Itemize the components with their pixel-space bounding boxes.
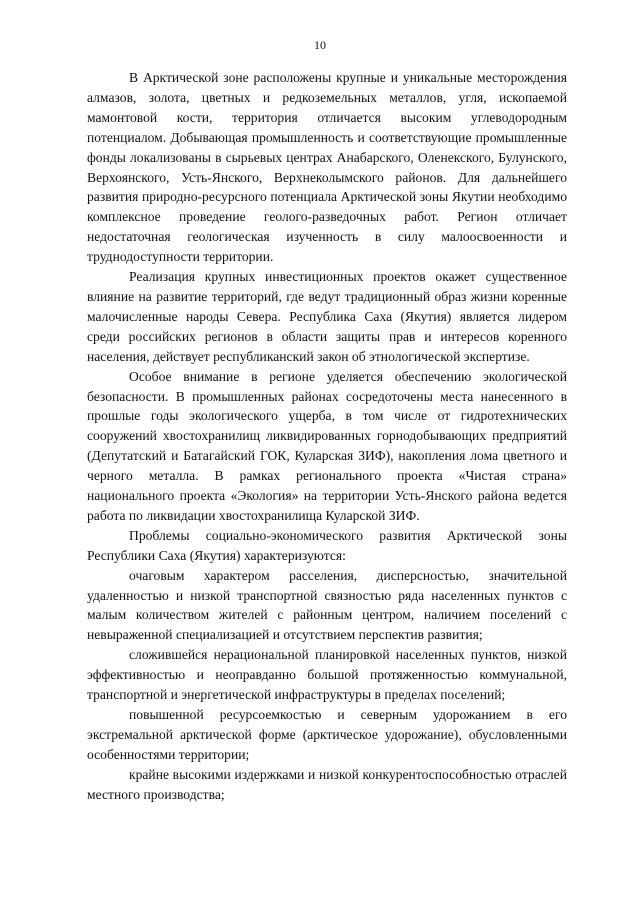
list-item-planning: сложившейся нерациональной планировкой населенных пунктов, низкой эффективностью и неоправданно большой протяженностью коммунальной, транспортной и энергетической инфраструктуры в пределах поселений; — [87, 647, 567, 703]
document-body — [87, 68, 567, 805]
paragraph-arctic-resources: В Арктической зоне расположены крупные и уникальные месторождения алмазов, золота, цветных и редкоземельных металлов, угля, ископаемой мамонтовой кости, территория отличается высоким углеводородным потенциалом. Добывающая промышленность и соответствующие промышленные фонды локализованы в сырьевых центрах Анабарского, Оленекского, Булунского, Верхоянского, Усть-Янского, Верхнеколымского районов. Для дальнейшего развития природно-ресурсного потенциала Арктической зоны Якутии необходимо комплексное проведение геолого-разведочных работ. Регион отличает недостаточная геологическая изученность в силу малоосвоенности и труднодоступности территории. — [87, 70, 567, 265]
page-number: 10 — [314, 38, 326, 52]
list-item-resource-intensity: повышенной ресурсоемкостью и северным удорожанием в его экстремальной арктической форме (арктическое удорожание), обусловленными особенностями территории; — [87, 707, 567, 762]
list-item-production-costs: крайне высокими издержками и низкой конкурентоспособностью отраслей местного производства; — [87, 766, 567, 802]
list-item-settlement: очаговым характером расселения, дисперсностью, значительной удаленностью и низкой транспортной связностью ряда населенных пунктов с малым количеством жителей с районным центром, наличием поселений с невыраженной специализацией и отсутствием перспектив развития; — [87, 567, 567, 643]
paragraph-investment-projects: Реализация крупных инвестиционных проектов окажет существенное влияние на развитие территорий, где ведут традиционный образ жизни коренные малочисленные народы Севера. Республика Саха (Якутия) является лидером среди российских регионов в области защиты прав и интересов коренного населения, действует республиканский закон об этнологической экспертизе. — [87, 269, 567, 364]
paragraph-problems-intro: Проблемы социально-экономического развития Арктической зоны Республики Саха (Якутия) характеризуются: — [87, 527, 567, 563]
paragraph-ecological-safety: Особое внимание в регионе уделяется обеспечению экологической безопасности. В промышленных районах сосредоточены места нанесенного в прошлые годы экологического ущерба, в том числе от гидротехнических сооружений хвостохранилищ ликвидированных горнодобывающих предприятий (Депутатский и Батагайский ГОК, Куларская ЗИФ), накопления лома цветного и черного металла. В рамках регионального проекта «Чистая страна» национального проекта «Экология» на территории Усть-Янского района ведется работа по ликвидации хвостохранилища Куларской ЗИФ. — [87, 368, 567, 523]
